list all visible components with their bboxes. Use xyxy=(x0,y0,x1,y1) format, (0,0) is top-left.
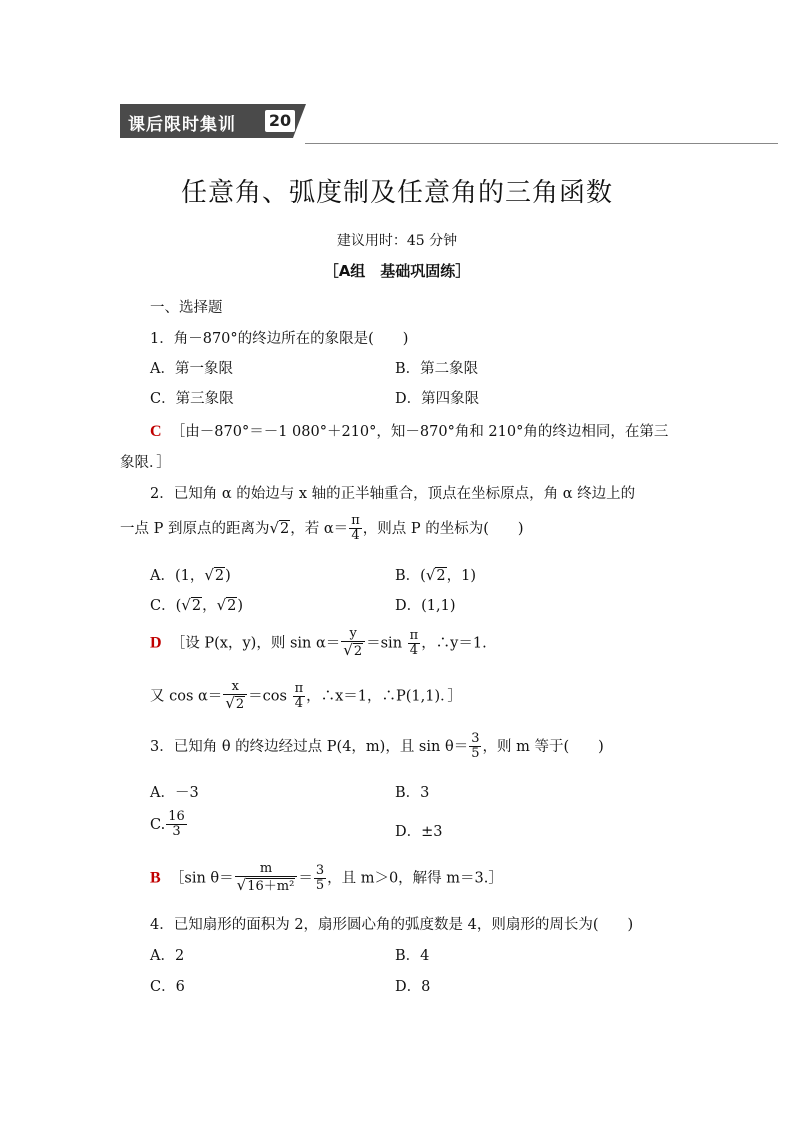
q2-answer: D xyxy=(150,634,162,652)
q1-option-c: C．第三象限 xyxy=(150,391,234,407)
q4-option-a: A．2 xyxy=(150,948,185,964)
q3-option-d: D．±3 xyxy=(395,824,443,840)
q2-option-d: D．(1,1) xyxy=(395,598,456,614)
q2-explanation-line2: 又 cos α＝ $\frac{x}{√2}$ ＝cos $\frac{\pi}{4}$ ，∴x＝1，∴P(1,1)．］ xyxy=(150,679,462,713)
q1-explanation-line1 xyxy=(150,420,668,441)
section-heading: 一、选择题 xyxy=(150,300,223,316)
header-rule xyxy=(305,143,778,144)
group-label: ［A组 基础巩固练］ xyxy=(323,262,471,280)
banner-label: 课后限时集训 xyxy=(128,115,236,135)
suggested-time: 建议用时：45 分钟 xyxy=(336,233,458,249)
q3-explanation: B ［sin θ＝ $\frac{m}{\text{√16＋m²}}$ ＝ $\frac{3}{5}$ ，且 m＞0，解得 m＝3.］ xyxy=(150,861,503,895)
q4-stem: 4．已知扇形的面积为 2，扇形圆心角的弧度数是 4，则扇形的周长为( ) xyxy=(150,917,634,933)
banner-number: 20 xyxy=(265,110,295,132)
q3-option-b: B．3 xyxy=(395,785,430,801)
q4-option-c: C．6 xyxy=(150,979,185,995)
q2-option-b: B．(√2，1) xyxy=(395,566,476,584)
page-title: 任意角、弧度制及任意角的三角函数 xyxy=(180,178,613,208)
q2-option-a: A．(1，√2) xyxy=(150,566,231,584)
q1-expl-text: ［由－870°＝－1 080°＋210°，知－870°角和 210°角的终边相同，在第三 xyxy=(170,424,669,440)
q4-option-b: B．4 xyxy=(395,948,430,964)
q1-explanation-line2: 象限．］ xyxy=(120,455,171,471)
q3-option-c: C. $\frac{16}{3}$ xyxy=(150,809,185,840)
q3-stem: 3．已知角 θ 的终边经过点 P(4，m)，且 sin θ＝ $\frac{3}{5}$ ，则 m 等于( ) xyxy=(150,731,604,762)
q1-option-b: B．第二象限 xyxy=(395,361,479,377)
q4-option-d: D．8 xyxy=(395,979,431,995)
q3-option-a: A．－3 xyxy=(150,785,199,801)
q1-option-d: D．第四象限 xyxy=(395,391,480,407)
q2-option-c: C．(√2，√2) xyxy=(150,596,244,614)
q2-stem-line2: 一点 P 到原点的距离为√2，若 α＝ $\frac{\pi}{4}$ ，则点 P 的坐标为( ) xyxy=(120,513,524,544)
q1-answer: C xyxy=(150,423,162,440)
q3-answer: B xyxy=(150,869,161,887)
q2-stem-line1: 2．已知角 α 的始边与 x 轴的正半轴重合，顶点在坐标原点，角 α 终边上的 xyxy=(150,486,636,502)
q2-explanation-line1: D ［设 P(x，y)，则 sin α＝ $\frac{y}{√2}$ ＝sin $\frac{\pi}{4}$ ，∴y＝1. xyxy=(150,626,487,660)
q1-stem: 1．角－870°的终边所在的象限是( ) xyxy=(150,331,409,347)
q1-option-a: A．第一象限 xyxy=(150,361,233,377)
